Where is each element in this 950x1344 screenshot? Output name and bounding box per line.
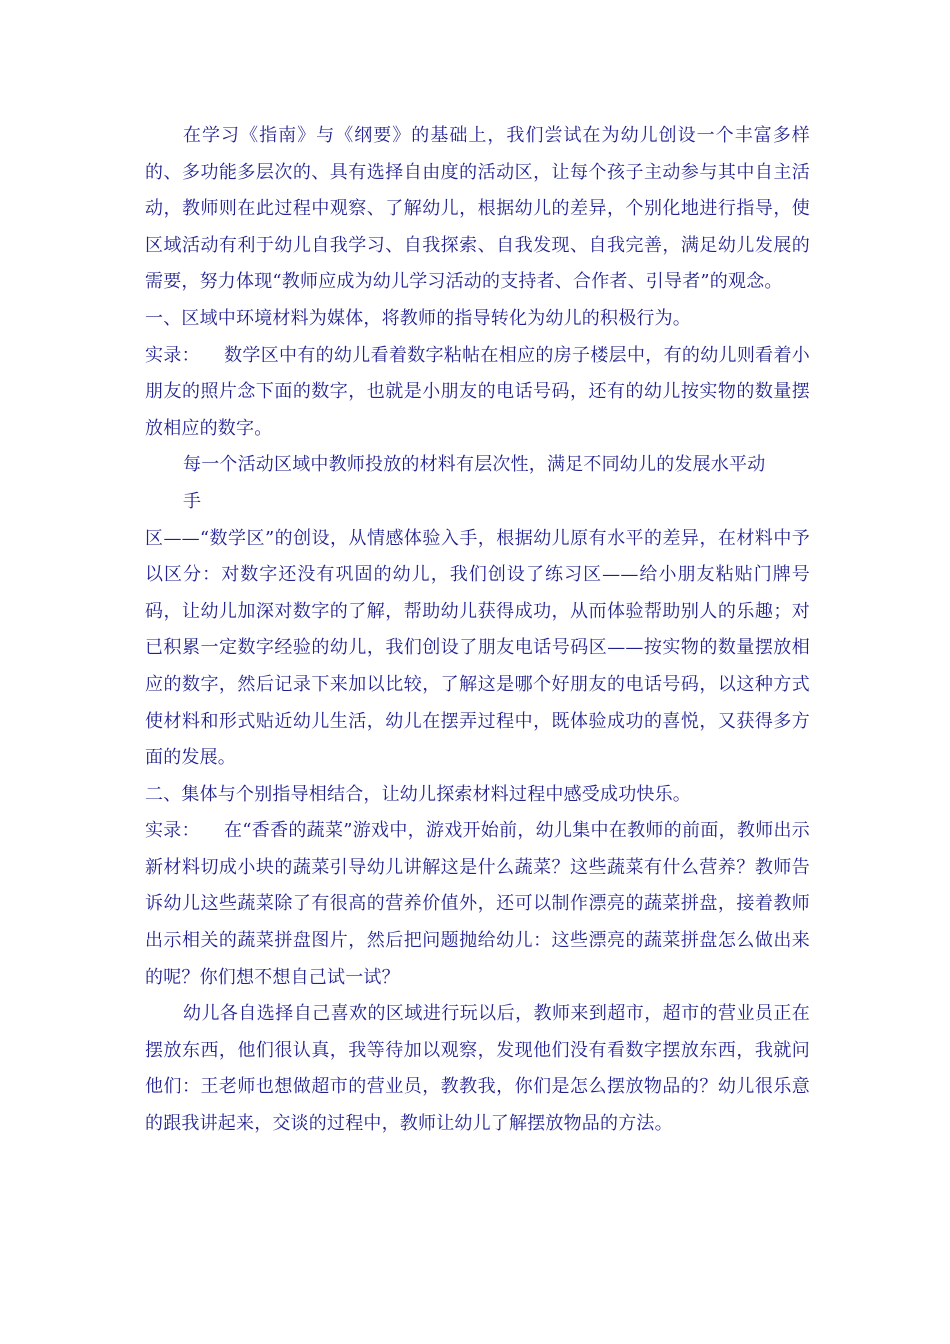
record-label: 实录： — [145, 344, 200, 366]
section-2-heading: 二、集体与个别指导相结合，让幼儿探索材料过程中感受成功快乐。 — [145, 783, 691, 805]
section-2-paragraph: 幼儿各自选择自己喜欢的区域进行玩以后，教师来到超市，超市的营业员正在摆放东西，他们很认真，我等待加以观察，发现他们没有看数字摆放东西，我就问他们：王老师也想做超市的营业员，教教我，你们是怎么摆放物品的？幼儿很乐意的跟我讲起来，交谈的过程中，教师让幼儿了解摆放物品的方法。 — [145, 1003, 810, 1135]
section-1-record-text: 数学区中有的幼儿看着数字粘帖在相应的房子楼层中，有的幼儿则看着小朋友的照片念下面的数字，也就是小朋友的电话号码，还有的幼儿按实物的数量摆放相应的数字。 — [145, 344, 810, 439]
section-2-record-text: 在“香香的蔬菜”游戏中，游戏开始前，幼儿集中在教师的前面，教师出示新材料切成小块的蔬菜引导幼儿讲解这是什么蔬菜？这些蔬菜有什么营养？教师告诉幼儿这些蔬菜除了有很高的营养价值外，还可以制作漂亮的蔬菜拼盘，接着教师出示相关的蔬菜拼盘图片，然后把问题抛给幼儿：这些漂亮的蔬菜拼盘怎么做出来的呢？你们想不想自己试一试？ — [145, 820, 810, 988]
intro-paragraph: 在学习《指南》与《纲要》的基础上，我们尝试在为幼儿创设一个丰富多样的、多功能多层次的、具有选择自由度的活动区，让每个孩子主动参与其中自主活动，教师则在此过程中观察、了解幼儿，根据幼儿的差异，个别化地进行指导，使区域活动有利于幼儿自我学习、自我探索、自我发现、自我完善，满足幼儿发展的需要，努力体现“教师应成为幼儿学习活动的支持者、合作者、引导者”的观念。 — [145, 125, 810, 293]
section-1-paragraph-line-1: 每一个活动区域中教师投放的材料有层次性，满足不同幼儿的发展水平动 — [183, 454, 766, 476]
section-1-paragraph-rest: 区——“数学区”的创设，从情感体验入手，根据幼儿原有水平的差异，在材料中予以区分：对数字还没有巩固的幼儿，我们创设了练习区——给小朋友粘贴门牌号码，让幼儿加深对数字的了解，帮助幼儿获得成功，从而体验帮助别人的乐趣；对已积累一定数字经验的幼儿，我们创设了朋友电话号码区——按实物的数量摆放相应的数字，然后记录下来加以比较，了解这是哪个好朋友的电话号码，以这种方式使材料和形式贴近幼儿生活，幼儿在摆弄过程中，既体验成功的喜悦，又获得多方面的发展。 — [145, 527, 810, 769]
section-2-record — [145, 813, 810, 996]
section-1-record — [145, 338, 810, 448]
section-1-heading: 一、区域中环境材料为媒体，将教师的指导转化为幼儿的积极行为。 — [145, 307, 691, 329]
document-body — [145, 118, 810, 1143]
record-label: 实录： — [145, 820, 200, 842]
section-1-paragraph-line-2: 手 — [183, 490, 202, 512]
